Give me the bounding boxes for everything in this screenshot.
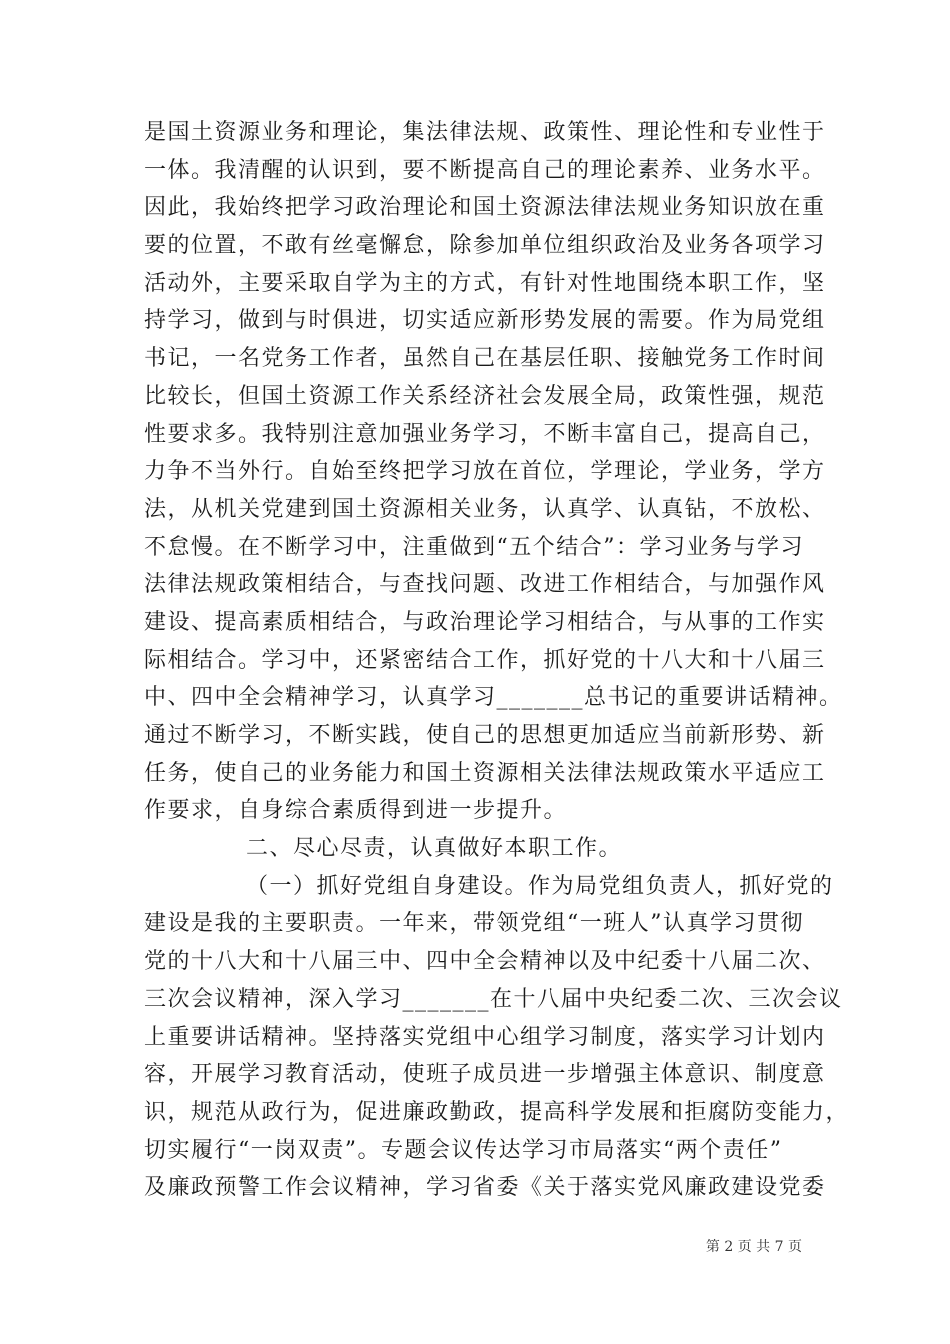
text-line: 通过不断学习，不断实践，使自己的思想更加适应当前新形势、新 [144, 723, 826, 748]
text-line: 建设、提高素质相结合，与政治理论学习相结合，与从事的工作实 [144, 609, 826, 635]
text-line: 任务，使自己的业务能力和国土资源相关法律法规政策水平适应工 [144, 760, 826, 786]
text-line: 持学习，做到与时俱进，切实适应新形势发展的需要。作为局党组 [144, 308, 826, 334]
body-text [144, 114, 850, 1207]
text-line: 因此，我始终把学习政治理论和国土资源法律法规业务知识放在重 [144, 195, 826, 221]
text-line: 作要求，自身综合素质得到进一步提升。 [144, 798, 568, 824]
text-line: 法律法规政策相结合，与查找问题、改进工作相结合，与加强作风 [144, 572, 826, 598]
text-line: 比较长，但国土资源工作关系经济社会发展全局，政策性强，规范 [144, 383, 826, 409]
text-line: 性要求多。我特别注意加强业务学习，不断丰富自己，提高自己， [144, 421, 826, 447]
text-line: 活动外，主要采取自学为主的方式，有针对性地围绕本职工作，坚 [144, 270, 826, 296]
text-line: 际相结合。学习中，还紧密结合工作，抓好党的十八大和十八届三 [144, 647, 826, 673]
text-line: 容，开展学习教育活动，使班子成员进一步增强主体意识、制度意 [144, 1062, 826, 1088]
text-line: 不怠慢。在不断学习中，注重做到“五个结合”：学习业务与学习 [144, 534, 804, 560]
text-line: 中、四中全会精神学习，认真学习_______总书记的重要讲话精神。 [144, 685, 843, 711]
text-line: 切实履行“一岗双责”。专题会议传达学习市局落实“两个责任” [144, 1137, 783, 1163]
text-line: 及廉政预警工作会议精神，学习省委《关于落实党风廉政建设党委 [144, 1175, 826, 1201]
text-line: 一体。我清醒的认识到，要不断提高自己的理论素养、业务水平。 [144, 157, 826, 183]
text-line: 党的十八大和十八届三中、四中全会精神以及中纪委十八届二次、 [144, 949, 826, 975]
text-line: 要的位置，不敢有丝毫懈怠，除参加单位组织政治及业务各项学习 [144, 233, 826, 259]
paragraph-first-line: （一）抓好党组自身建设。作为局党组负责人，抓好党的 [246, 873, 834, 899]
text-line: 法，从机关党建到国土资源相关业务，认真学、认真钻，不放松、 [144, 496, 826, 522]
text-line: 三次会议精神，深入学习_______在十八届中央纪委二次、三次会议 [144, 986, 843, 1012]
section-heading: 二、尽心尽责，认真做好本职工作。 [246, 836, 623, 862]
text-line: 上重要讲话精神。坚持落实党组中心组学习制度，落实学习计划内 [144, 1024, 826, 1050]
text-line: 是国土资源业务和理论，集法律法规、政策性、理论性和专业性于 [144, 120, 826, 145]
text-line: 识，规范从政行为，促进廉政勤政，提高科学发展和拒腐防变能力， [144, 1099, 850, 1125]
text-line: 书记，一名党务工作者，虽然自己在基层任职、接触党务工作时间 [144, 346, 826, 372]
page-number: 第 2 页 共 7 页 [705, 1239, 802, 1255]
text-line: 力争不当外行。自始至终把学习放在首位，学理论，学业务，学方 [144, 459, 826, 485]
text-line: 建设是我的主要职责。一年来，带领党组“一班人”认真学习贯彻 [144, 911, 804, 937]
